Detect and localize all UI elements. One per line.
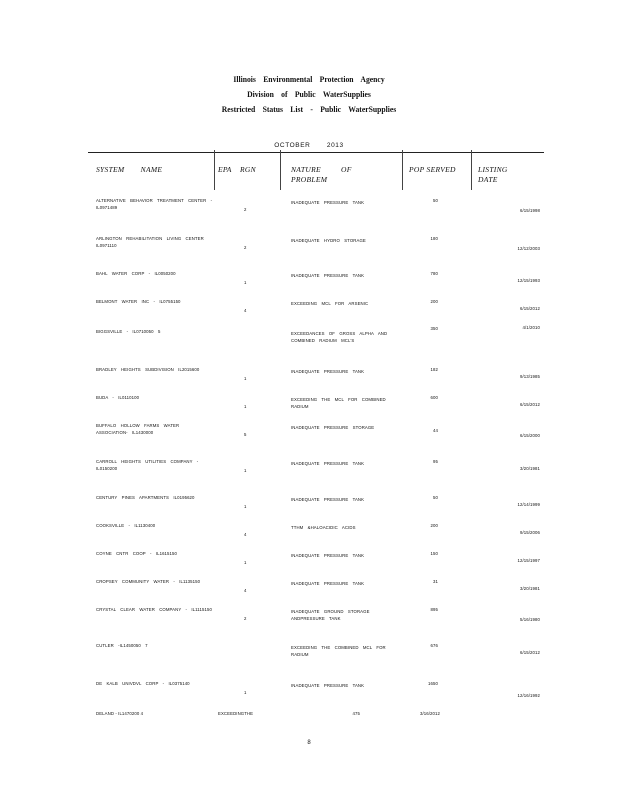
nature-of-problem: EXCEEDING THE COMBINED MCL FOR RADIUM <box>291 645 386 657</box>
listing-date: 6/15/2000 <box>519 433 540 438</box>
listing-date: 6/15/2012 <box>519 306 540 311</box>
listing-date: 3/16/2012 <box>419 711 440 716</box>
region: 1 <box>244 468 247 473</box>
col-rgn: RGN <box>240 165 256 174</box>
nature-of-problem: INADEQUATE GROUND STORAGE ANDPRESSURE TANK <box>291 609 370 621</box>
listing-date: 3/20/1981 <box>519 586 540 591</box>
nature-of-problem: INADEQUATE PRESSURE TANK <box>291 683 365 688</box>
listing-date: 6/15/1998 <box>519 208 540 213</box>
col-nature-of-problem: NATURE OF PROBLEM <box>291 165 352 184</box>
listing-date: 12/16/1992 <box>517 693 540 698</box>
region: 4 <box>244 532 247 537</box>
region: 1 <box>244 504 247 509</box>
agency-title: Illinois Environmental Protection Agency <box>233 74 385 84</box>
column-divider <box>214 150 215 190</box>
system-name: CRYSTAL CLEAR WATER COMPANY - IL1115150 <box>96 607 212 612</box>
system-name: COOKSVILLE - IL1130400 <box>96 523 156 528</box>
listing-date: 12/12/2003 <box>517 246 540 251</box>
population-served: 200 <box>430 523 438 528</box>
nature-of-problem: INADEQUATE PRESSURE TANK <box>291 581 365 586</box>
system-name: ALTERNATIVE BEHAVIOR TREATMENT CENTER - IL0971489 <box>96 198 213 210</box>
nature-of-problem: EXCEEDING MCL FOR ARSENIC <box>291 301 369 306</box>
report-month: OCTOBER 2013 <box>274 142 344 149</box>
system-name: DE KALB UNIVDVL CORP - IL0375140 <box>96 681 190 686</box>
system-name: CARROLL HEIGHTS UTILITIES COMPANY - IL0150200 <box>96 459 199 471</box>
listing-date: 12/15/1993 <box>517 278 540 283</box>
population-served: 1650 <box>428 681 438 686</box>
population-served: 95 <box>433 459 438 464</box>
nature-of-problem: TTHM &HALOACIDIC ACIDS <box>291 525 356 530</box>
population-served: 780 <box>430 271 438 276</box>
population-served: 600 <box>430 395 438 400</box>
population-served: 676 <box>430 643 438 648</box>
system-name: CENTURY PINES APARTMENTS IL0195620 <box>96 495 195 500</box>
population-served: 475 <box>352 711 360 716</box>
nature-of-problem: INADEQUATE PRESSURE STORAGE <box>291 425 375 430</box>
system-name: CUTLER -IL1450050 7 <box>96 643 148 648</box>
col-pop-served: POP SERVED <box>409 165 456 174</box>
region: 2 <box>244 207 247 212</box>
listing-date: 6/15/2012 <box>519 402 540 407</box>
page-number: 8 <box>307 740 311 746</box>
list-title: Restricted Status List - Public WaterSupplies <box>221 104 397 114</box>
region: 4 <box>244 588 247 593</box>
nature-of-problem: INADEQUATE PRESSURE TANK <box>291 553 365 558</box>
column-divider <box>402 150 403 190</box>
header-rule <box>88 152 544 153</box>
system-name: BAHL WATER CORP - IL0050200 <box>96 271 176 276</box>
system-name: BUDA - IL0110100 <box>96 395 140 400</box>
region: 4 <box>244 308 247 313</box>
system-name: BIGGSVILLE - IL0710050 5 <box>96 329 161 334</box>
division-title: Division of Public WaterSupplies <box>247 89 371 99</box>
nature-of-problem: INADEQUATE PRESSURE TANK <box>291 461 365 466</box>
column-divider <box>471 150 472 190</box>
population-served: 150 <box>430 551 438 556</box>
nature-of-problem: INADEQUATE PRESSURE TANK <box>291 273 365 278</box>
listing-date: 9/15/2006 <box>519 530 540 535</box>
col-listing-date: LISTING DATE <box>478 165 508 184</box>
listing-date: 4/1/2010 <box>522 325 540 330</box>
region: 2 <box>244 245 247 250</box>
region: 2 <box>244 616 247 621</box>
population-served: 31 <box>433 579 438 584</box>
system-name: COYNE CNTR COOP - IL1615150 <box>96 551 178 556</box>
nature-of-problem: INADEQUATE PRESSURE TANK <box>291 200 365 205</box>
nature-of-problem: EXCEEDING THE MCL FOR COMBINED RADIUM <box>291 397 386 409</box>
region: 1 <box>244 690 247 695</box>
population-served: 180 <box>430 236 438 241</box>
system-name: DELAND - IL1470200 4 <box>96 711 144 716</box>
nature-of-problem: EXCEEDINGTHE <box>218 711 254 716</box>
system-name: ARLINGTON REHABILITATION LIVING CENTER IL0971110 <box>96 236 204 248</box>
population-served: 44 <box>433 428 438 433</box>
listing-date: 6/15/2012 <box>519 650 540 655</box>
nature-of-problem: EXCEEDANCES OF GROSS ALPHA AND COMBINED RADIUM MCL'S <box>291 331 388 343</box>
population-served: 50 <box>433 198 438 203</box>
col-epa: EPA <box>218 165 232 174</box>
system-name: BELMONT WATER INC - IL0755150 <box>96 299 181 304</box>
population-served: 895 <box>430 607 438 612</box>
listing-date: 3/20/1981 <box>519 466 540 471</box>
listing-date: 9/13/1985 <box>519 374 540 379</box>
listing-date: 12/14/1999 <box>517 502 540 507</box>
listing-date: 12/15/1997 <box>517 558 540 563</box>
nature-of-problem: INADEQUATE PRESSURE TANK <box>291 497 365 502</box>
nature-of-problem: INADEQUATE PRESSURE TANK <box>291 369 365 374</box>
population-served: 182 <box>430 367 438 372</box>
nature-of-problem: INADEQUATE HYDRO STORAGE <box>291 238 366 243</box>
col-system-name: SYSTEM NAME <box>96 165 163 174</box>
region: 1 <box>244 376 247 381</box>
listing-date: 5/16/1980 <box>519 617 540 622</box>
population-served: 50 <box>433 495 438 500</box>
system-name: BUFFALO HOLLOW FARMS WATER ASSOCIATION- IL1430000 <box>96 423 180 435</box>
region: 1 <box>244 280 247 285</box>
region: 5 <box>244 432 247 437</box>
population-served: 200 <box>430 299 438 304</box>
column-divider <box>280 150 281 190</box>
population-served: 350 <box>430 326 438 331</box>
system-name: CROPSEY COMMUNITY WATER - IL1135150 <box>96 579 201 584</box>
system-name: BRADLEY HEIGHTS SUBDIVISION IL2015600 <box>96 367 200 372</box>
region: 1 <box>244 560 247 565</box>
region: 1 <box>244 404 247 409</box>
